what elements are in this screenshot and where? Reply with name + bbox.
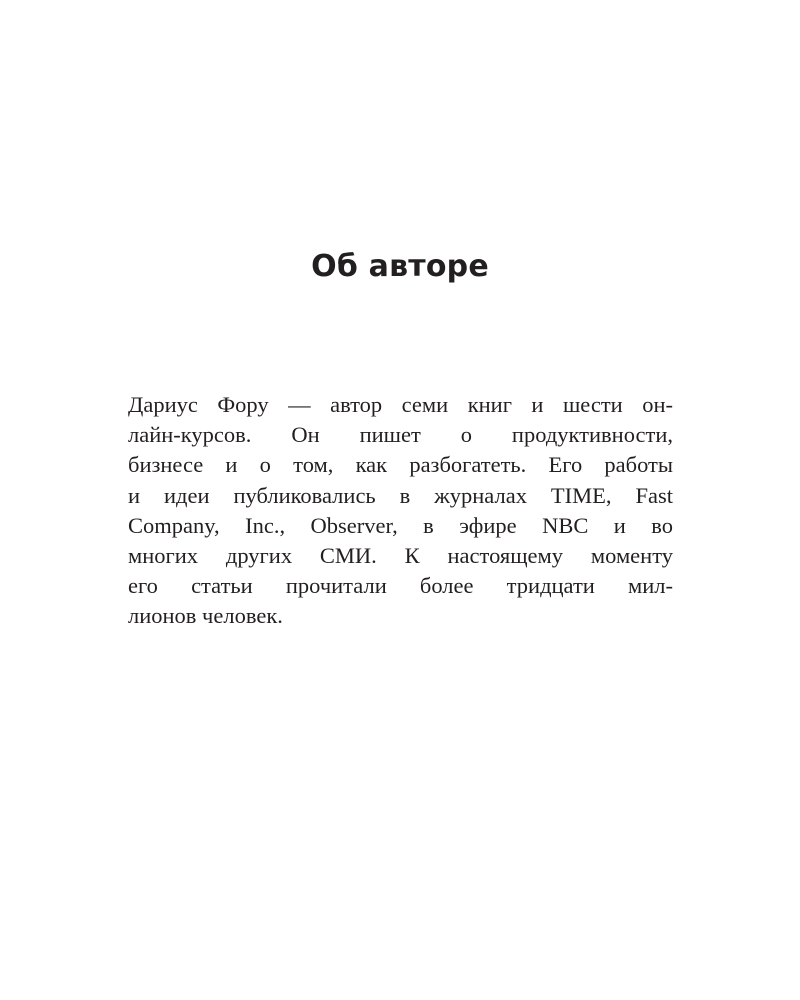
paragraph-line: лионов человек. [128,603,283,629]
author-bio-paragraph [128,390,673,632]
paragraph-line: Company, Inc., Observer, в эфире NBC и во [128,512,673,538]
paragraph-line: его статьи прочитали более тридцати мил- [128,573,673,599]
paragraph-line: Дариус Фору — автор семи книг и шести он- [128,392,673,417]
paragraph-line: бизнесе и о том, как разбогатеть. Его работы [128,452,673,478]
page-title: Об авторе [311,249,489,284]
paragraph-line: и идеи публиковались в журналах TIME, Fast [128,482,673,508]
paragraph-line: лайн-курсов. Он пишет о продуктивности, [128,422,673,448]
paragraph-line: многих других СМИ. К настоящему моменту [128,543,673,569]
